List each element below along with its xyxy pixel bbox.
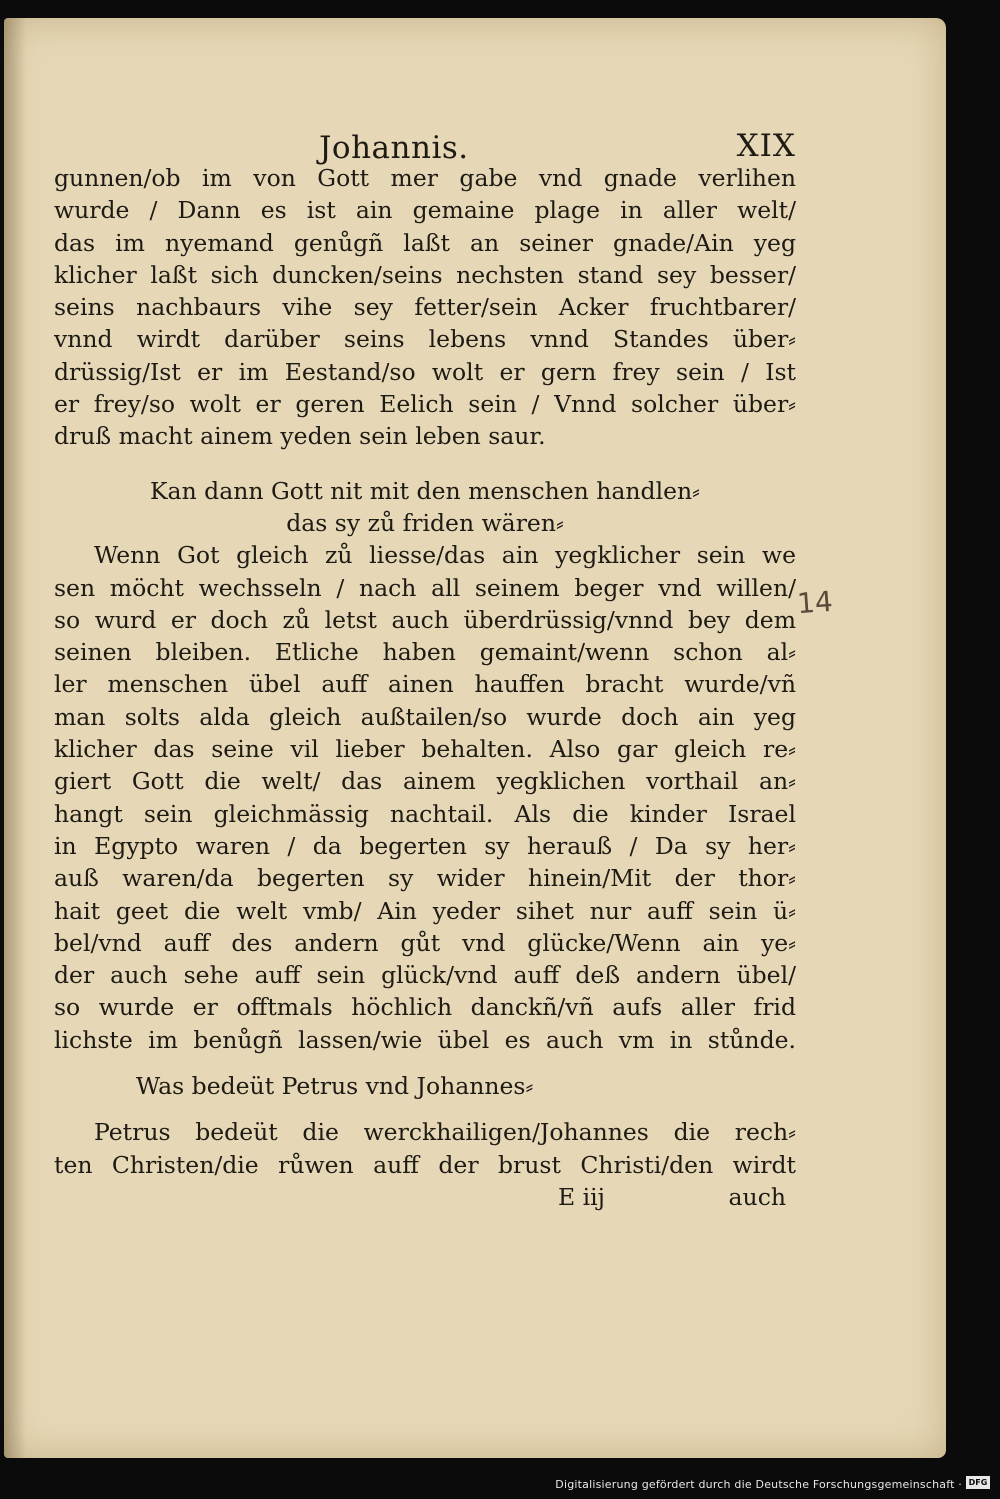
dfg-logo-icon: DFG: [966, 1476, 990, 1489]
paragraph-2: [54, 539, 796, 1056]
text-line: lichste im benůgñ lassen/wie übel es auch vm in stůnde.: [54, 1025, 796, 1054]
text-line: vnnd wirdt darüber seins lebens vnnd Standes über⸗: [54, 325, 796, 354]
text-line: der auch sehe auff sein glück/vnd auff deß andern übel/: [54, 961, 796, 990]
text-line: gunnen/ob im von Gott mer gabe vnd gnade verlihen: [54, 164, 796, 192]
text-line: er frey/so wolt er geren Eelich sein / Vnnd solcher über⸗: [54, 390, 796, 419]
text-line: ler menschen übel auff ainen hauffen bracht wurde/vñ: [54, 670, 796, 699]
text-line: giert Gott die welt/ das ainem yegklichen vorthail an⸗: [54, 767, 796, 796]
text-line: so wurd er doch zů letst auch überdrüssig/vnnd bey dem: [54, 605, 796, 634]
question-line: Kan dann Gott nit mit den menschen handlen⸗: [150, 476, 700, 505]
text-line: auß waren/da begerten sy wider hinein/Mit der thor⸗: [54, 864, 796, 893]
question-heading-1: [54, 475, 796, 540]
book-page: [4, 18, 946, 1458]
question-heading-2: [54, 1070, 796, 1102]
text-line: klicher laßt sich duncken/seins nechsten stand sey besser/: [54, 260, 796, 289]
text-line: ten Christen/die růwen auff der brust Christi/den wirdt: [54, 1150, 796, 1179]
text-line: so wurde er offtmals höchlich danckñ/vñ aufs aller frid: [54, 993, 796, 1022]
page-header: [54, 118, 796, 166]
catchword: auch: [728, 1182, 786, 1211]
text-line: seins nachbaurs vihe sey fetter/sein Acker fruchtbarer/: [54, 293, 796, 322]
text-line: drüssig/Ist er im Eestand/so wolt er gern frey sein / Ist: [54, 357, 796, 386]
text-line: seinen bleiben. Etliche haben gemaint/wenn schon al⸗: [54, 638, 796, 667]
text-line: Wenn Got gleich zů liesse/das ain yegklicher sein we: [94, 541, 796, 570]
text-line: hait geet die welt vmb/ Ain yeder sihet nur auff sein ü⸗: [54, 896, 796, 925]
folio-number: XIX: [736, 128, 796, 164]
paragraph-1: [54, 162, 796, 453]
text-line: klicher das seine vil lieber behalten. Also gar gleich re⸗: [54, 735, 796, 764]
handwritten-margin-note: 14: [795, 584, 834, 621]
signature-mark: E iij: [558, 1182, 605, 1211]
text-line: bel/vnd auff des andern gůt vnd glücke/Wenn ain ye⸗: [54, 928, 796, 957]
page-text-block: [54, 118, 796, 1215]
text-line: das im nyemand genůgñ laßt an seiner gnade/Ain yeg: [54, 228, 796, 257]
digitization-credit: Digitalisierung gefördert durch die Deutsche Forschungsgemeinschaft ·: [555, 1478, 962, 1491]
page-foot-line: [54, 1181, 796, 1215]
text-line: in Egypto waren / da begerten sy herauß / Da sy her⸗: [54, 831, 796, 860]
question-line: Was bedeüt Petrus vnd Johannes⸗: [136, 1072, 534, 1101]
text-line: sen möcht wechsseln / nach all seinem beger vnd willen/: [54, 573, 796, 602]
text-line: druß macht ainem yeden sein leben saur.: [54, 422, 546, 451]
running-title: Johannis.: [319, 130, 469, 166]
text-line: wurde / Dann es ist ain gemaine plage in aller welt/: [54, 196, 796, 225]
paragraph-3: [54, 1116, 796, 1181]
text-line: hangt sein gleichmässig nachtail. Als die kinder Israel: [54, 799, 796, 828]
question-line: das sy zů friden wären⸗: [286, 508, 564, 537]
text-line: man solts alda gleich außtailen/so wurde doch ain yeg: [54, 702, 796, 731]
scan-footer: [0, 1460, 1000, 1499]
text-line: Petrus bedeüt die werckhailigen/Johannes die rech⸗: [94, 1118, 796, 1147]
